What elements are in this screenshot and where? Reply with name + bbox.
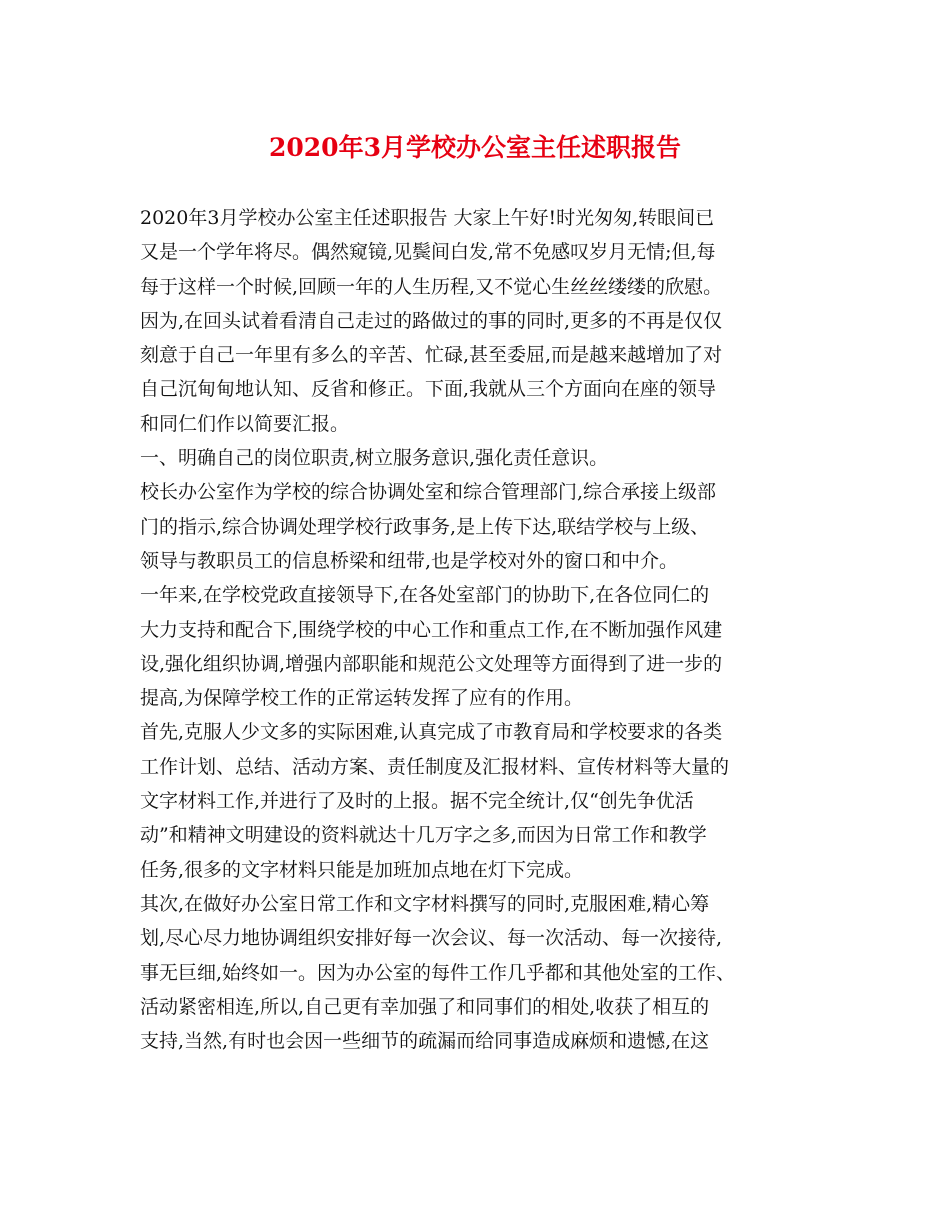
body-line: 校长办公室作为学校的综合协调处室和综合管理部门,综合承接上级部 xyxy=(140,481,717,504)
body-line: 文字材料工作,并进行了及时的上报。据不完全统计,仅“创先争优活 xyxy=(140,790,694,813)
body-line: 首先,克服人少文多的实际困难,认真完成了市教育局和学校要求的各类 xyxy=(140,721,723,744)
body-line: 事无巨细,始终如一。因为办公室的每件工作几乎都和其他处室的工作、 xyxy=(140,961,736,984)
body-line: 门的指示,综合协调处理学校行政事务,是上传下达,联结学校与上级、 xyxy=(140,515,710,538)
body-line: 因为,在回头试着看清自己走过的路做过的事的同时,更多的不再是仅仅 xyxy=(140,309,723,332)
body-line: 一年来,在学校党政直接领导下,在各处室部门的协助下,在各位同仁的 xyxy=(140,584,710,607)
body-line: 动”和精神文明建设的资料就达十几万字之多,而因为日常工作和教学 xyxy=(140,824,707,847)
document-title: 2020年3月学校办公室主任述职报告 xyxy=(269,133,681,162)
body-line: 划,尽心尽力地协调组织安排好每一次会议、每一次活动、每一次接待, xyxy=(140,927,723,950)
body-line: 刻意于自己一年里有多么的辛苦、忙碌,甚至委屈,而是越来越增加了对 xyxy=(140,344,723,367)
body-line: 自己沉甸甸地认知、反省和修正。下面,我就从三个方面向在座的领导 xyxy=(140,378,717,401)
section-heading: 一、明确自己的岗位职责,树立服务意识,强化责任意识。 xyxy=(140,447,609,470)
body-line: 和同仁们作以简要汇报。 xyxy=(140,412,350,435)
body-line: 大力支持和配合下,围绕学校的中心工作和重点工作,在不断加强作风建 xyxy=(140,618,723,641)
body-line: 每于这样一个时候,回顾一年的人生历程,又不觉心生丝丝缕缕的欣慰。 xyxy=(140,275,723,298)
body-line: 支持,当然,有时也会因一些细节的疏漏而给同事造成麻烦和遗憾,在这 xyxy=(140,1030,710,1053)
body-line: 工作计划、总结、活动方案、责任制度及汇报材料、宣传材料等大量的 xyxy=(140,755,730,778)
body-line: 任务,很多的文字材料只能是加班加点地在灯下完成。 xyxy=(140,858,584,881)
body-line: 活动紧密相连,所以,自己更有幸加强了和同事们的相处,收获了相互的 xyxy=(140,995,710,1018)
body-line: 又是一个学年将尽。偶然窥镜,见鬓间白发,常不免感叹岁月无情;但,每 xyxy=(140,241,716,264)
body-line: 设,强化组织协调,增强内部职能和规范公文处理等方面得到了进一步的 xyxy=(140,652,723,675)
body-line: 提高,为保障学校工作的正常运转发挥了应有的作用。 xyxy=(140,687,584,710)
body-line: 2020年3月学校办公室主任述职报告 大家上午好!时光匆匆,转眼间已 xyxy=(140,207,715,229)
body-line: 领导与教职员工的信息桥梁和纽带,也是学校对外的窗口和中介。 xyxy=(140,549,679,572)
document-body xyxy=(140,201,830,1058)
body-line: 其次,在做好办公室日常工作和文字材料撰写的同时,克服困难,精心筹 xyxy=(140,892,710,915)
